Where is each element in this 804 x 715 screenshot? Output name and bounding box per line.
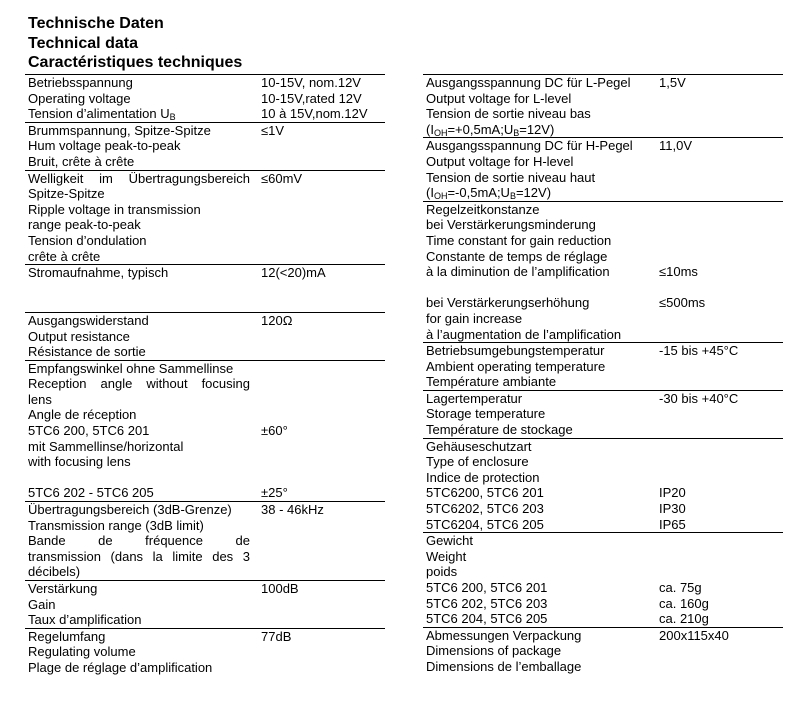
spec-row-enclosure-type [423,438,783,533]
spec-label: Empfangswinkel ohne Sammellinse [28,360,234,376]
spec-label: Plage de réglage d’amplification [28,659,213,675]
heading-german: Technische Daten [28,15,164,32]
right-spec-column [423,74,783,675]
spec-label: Time constant for gain reduction [426,232,612,248]
spec-value: 10 à 15V,nom.12V [261,106,368,122]
spec-label: Übertragungsbereich (3dB-Grenze) [28,502,232,518]
spec-row-regulating-volume [25,628,385,676]
spec-value: 200x115x40 [659,627,729,643]
spec-label: for gain increase [426,310,523,326]
spec-value: ≤500ms [659,295,706,311]
spec-label: Output voltage for L-level [426,90,572,106]
spec-label: Verstärkung [28,581,98,596]
spec-label: Taux d’amplification [28,612,142,628]
spec-label: Angle de réception [28,407,137,423]
spec-label: Stromaufnahme, typisch [28,265,169,281]
spec-label: Operating voltage [28,90,131,106]
spec-label: Gain [28,596,56,612]
spec-label: $(I_{OH}=+0,5mA;U_B=12V)$ [426,121,555,138]
spec-value: ca. 210g [659,611,709,627]
spec-row-output-resistance [25,312,385,360]
spec-label: $(I_{OH}=-0,5mA;U_B=12V)$ [426,185,552,202]
spec-value: ca. 160g [659,595,709,611]
spec-value: 100dB [261,581,299,596]
spec-value: ≤60mV [261,170,303,186]
spec-label: with focusing lens [28,454,131,470]
spec-label: transmission (dans la limite des 3 [28,548,250,564]
spec-label: 5TC6 200, 5TC6 201 [28,423,150,439]
spec-label: mit Sammellinse/horizontal [28,438,184,454]
spec-value: ≤1V [261,122,285,138]
spec-label: Abmessungen Verpackung [426,627,582,643]
spec-label: 5TC6202, 5TC6 203 [426,501,544,517]
spec-label: Tension d’ondulation [28,232,147,248]
spec-value: 120Ω [261,312,293,328]
spec-row-weight [423,532,783,627]
spec-label: décibels) [28,564,81,580]
spec-value: -30 bis +40°C [659,390,739,406]
spec-label: Ambient operating temperature [426,358,606,374]
spec-label: Output resistance [28,328,130,344]
spec-label: Weight [426,548,467,564]
spec-row-gain [25,580,385,628]
spec-value: 10-15V,rated 12V [261,90,362,106]
spec-row-reception-angle [25,360,385,501]
spec-label: 5TC6 200, 5TC6 201 [426,580,548,595]
spec-label: Regulating volume [28,644,136,660]
spec-row-current-consumption [25,264,385,312]
spec-row-transmission-range [25,501,385,580]
spec-label: lens [28,391,52,407]
document-heading [28,14,242,73]
spec-label: Regelumfang [28,628,106,644]
spec-label: Gehäuseschutzart [426,438,532,454]
spec-label: Tension de sortie niveau haut [426,169,596,185]
spec-value: 11,0V [659,138,693,154]
spec-value: 77dB [261,628,292,644]
spec-row-ripple-voltage [25,170,385,265]
spec-label: à la diminution de l’amplification [426,264,610,280]
spec-label: Ripple voltage in transmission [28,201,201,217]
spec-label: Reception angle without focusing [28,376,250,392]
heading-french: Caractéristiques techniques [28,54,243,71]
spec-label: Tension d’alimentation $U_B$ [28,106,176,123]
spec-value: 1,5V [659,75,686,90]
spec-row-high-output-voltage [423,137,783,200]
spec-row-low-output-voltage [423,74,783,137]
left-spec-column [25,74,385,676]
spec-label: Betriebsspannung [28,75,133,90]
spec-label: Ausgangsspannung DC für L-Pegel [426,75,631,90]
spec-value: 12(<20)mA [261,265,326,281]
spec-label: 5TC6 204, 5TC6 205 [426,611,548,627]
spec-label: Dimensions de l’emballage [426,658,582,674]
spec-label: 5TC6204, 5TC6 205 [426,516,544,532]
spec-label: Indice de protection [426,469,540,485]
spec-label: 5TC6 202 - 5TC6 205 [28,485,154,501]
spec-label: Welligkeit im Übertragungsbereich [28,170,250,186]
spec-label: Température de stockage [426,422,573,438]
spec-label: Lagertemperatur [426,390,523,406]
spec-label: Ausgangsspannung DC für H-Pegel [426,138,633,154]
spec-row-hum-voltage [25,122,385,170]
spec-label: Transmission range (3dB limit) [28,517,204,533]
spec-row-supply-voltage [25,74,385,122]
spec-row-time-constant [423,201,783,342]
spec-value: ≤10ms [659,264,698,280]
spec-label: Brummspannung, Spitze-Spitze [28,122,211,138]
spec-label: bei Verstärkerungsminderung [426,217,596,233]
spec-label: Constante de temps de réglage [426,248,608,264]
spec-label: Betriebsumgebungstemperatur [426,343,605,359]
spec-label: Hum voltage peak-to-peak [28,138,181,154]
spec-value: IP30 [659,501,686,517]
spec-row-package-dimensions [423,627,783,675]
spec-label: poids [426,564,458,580]
spec-value: -15 bis +45°C [659,343,739,359]
spec-value: IP65 [659,516,686,532]
spec-label: Spitze-Spitze [28,186,105,202]
spec-label: Bande de fréquence de [28,533,250,549]
spec-label: Storage temperature [426,406,546,422]
spec-label: 5TC6 202, 5TC6 203 [426,595,548,611]
spec-value: ca. 75g [659,580,702,596]
spec-label: Température ambiante [426,374,557,390]
spec-label: à l’augmentation de l’amplification [426,326,622,342]
spec-label: Output voltage for H-level [426,153,574,169]
spec-row-storage-temperature [423,390,783,438]
spec-label: Gewicht [426,533,473,549]
spec-value: 10-15V, nom.12V [261,75,361,90]
spec-value: IP20 [659,485,686,501]
heading-english: Technical data [28,34,138,52]
spec-label: crête à crête [28,248,101,264]
spec-label: Regelzeitkonstanze [426,201,540,217]
spec-label: Bruit, crête à crête [28,153,135,169]
spec-label: Type of enclosure [426,454,529,470]
spec-row-operating-temperature [423,342,783,390]
spec-value: ±25° [261,485,288,501]
spec-label: range peak-to-peak [28,217,141,233]
spec-label: Résistance de sortie [28,344,146,360]
spec-label: Dimensions of package [426,643,562,659]
spec-value: 38 - 46kHz [261,502,324,518]
spec-label: bei Verstärkerungserhöhung [426,295,590,311]
spec-label: Ausgangswiderstand [28,312,149,328]
spec-label: 5TC6200, 5TC6 201 [426,485,544,501]
spec-value: ±60° [261,423,288,439]
spec-label: Tension de sortie niveau bas [426,106,591,122]
